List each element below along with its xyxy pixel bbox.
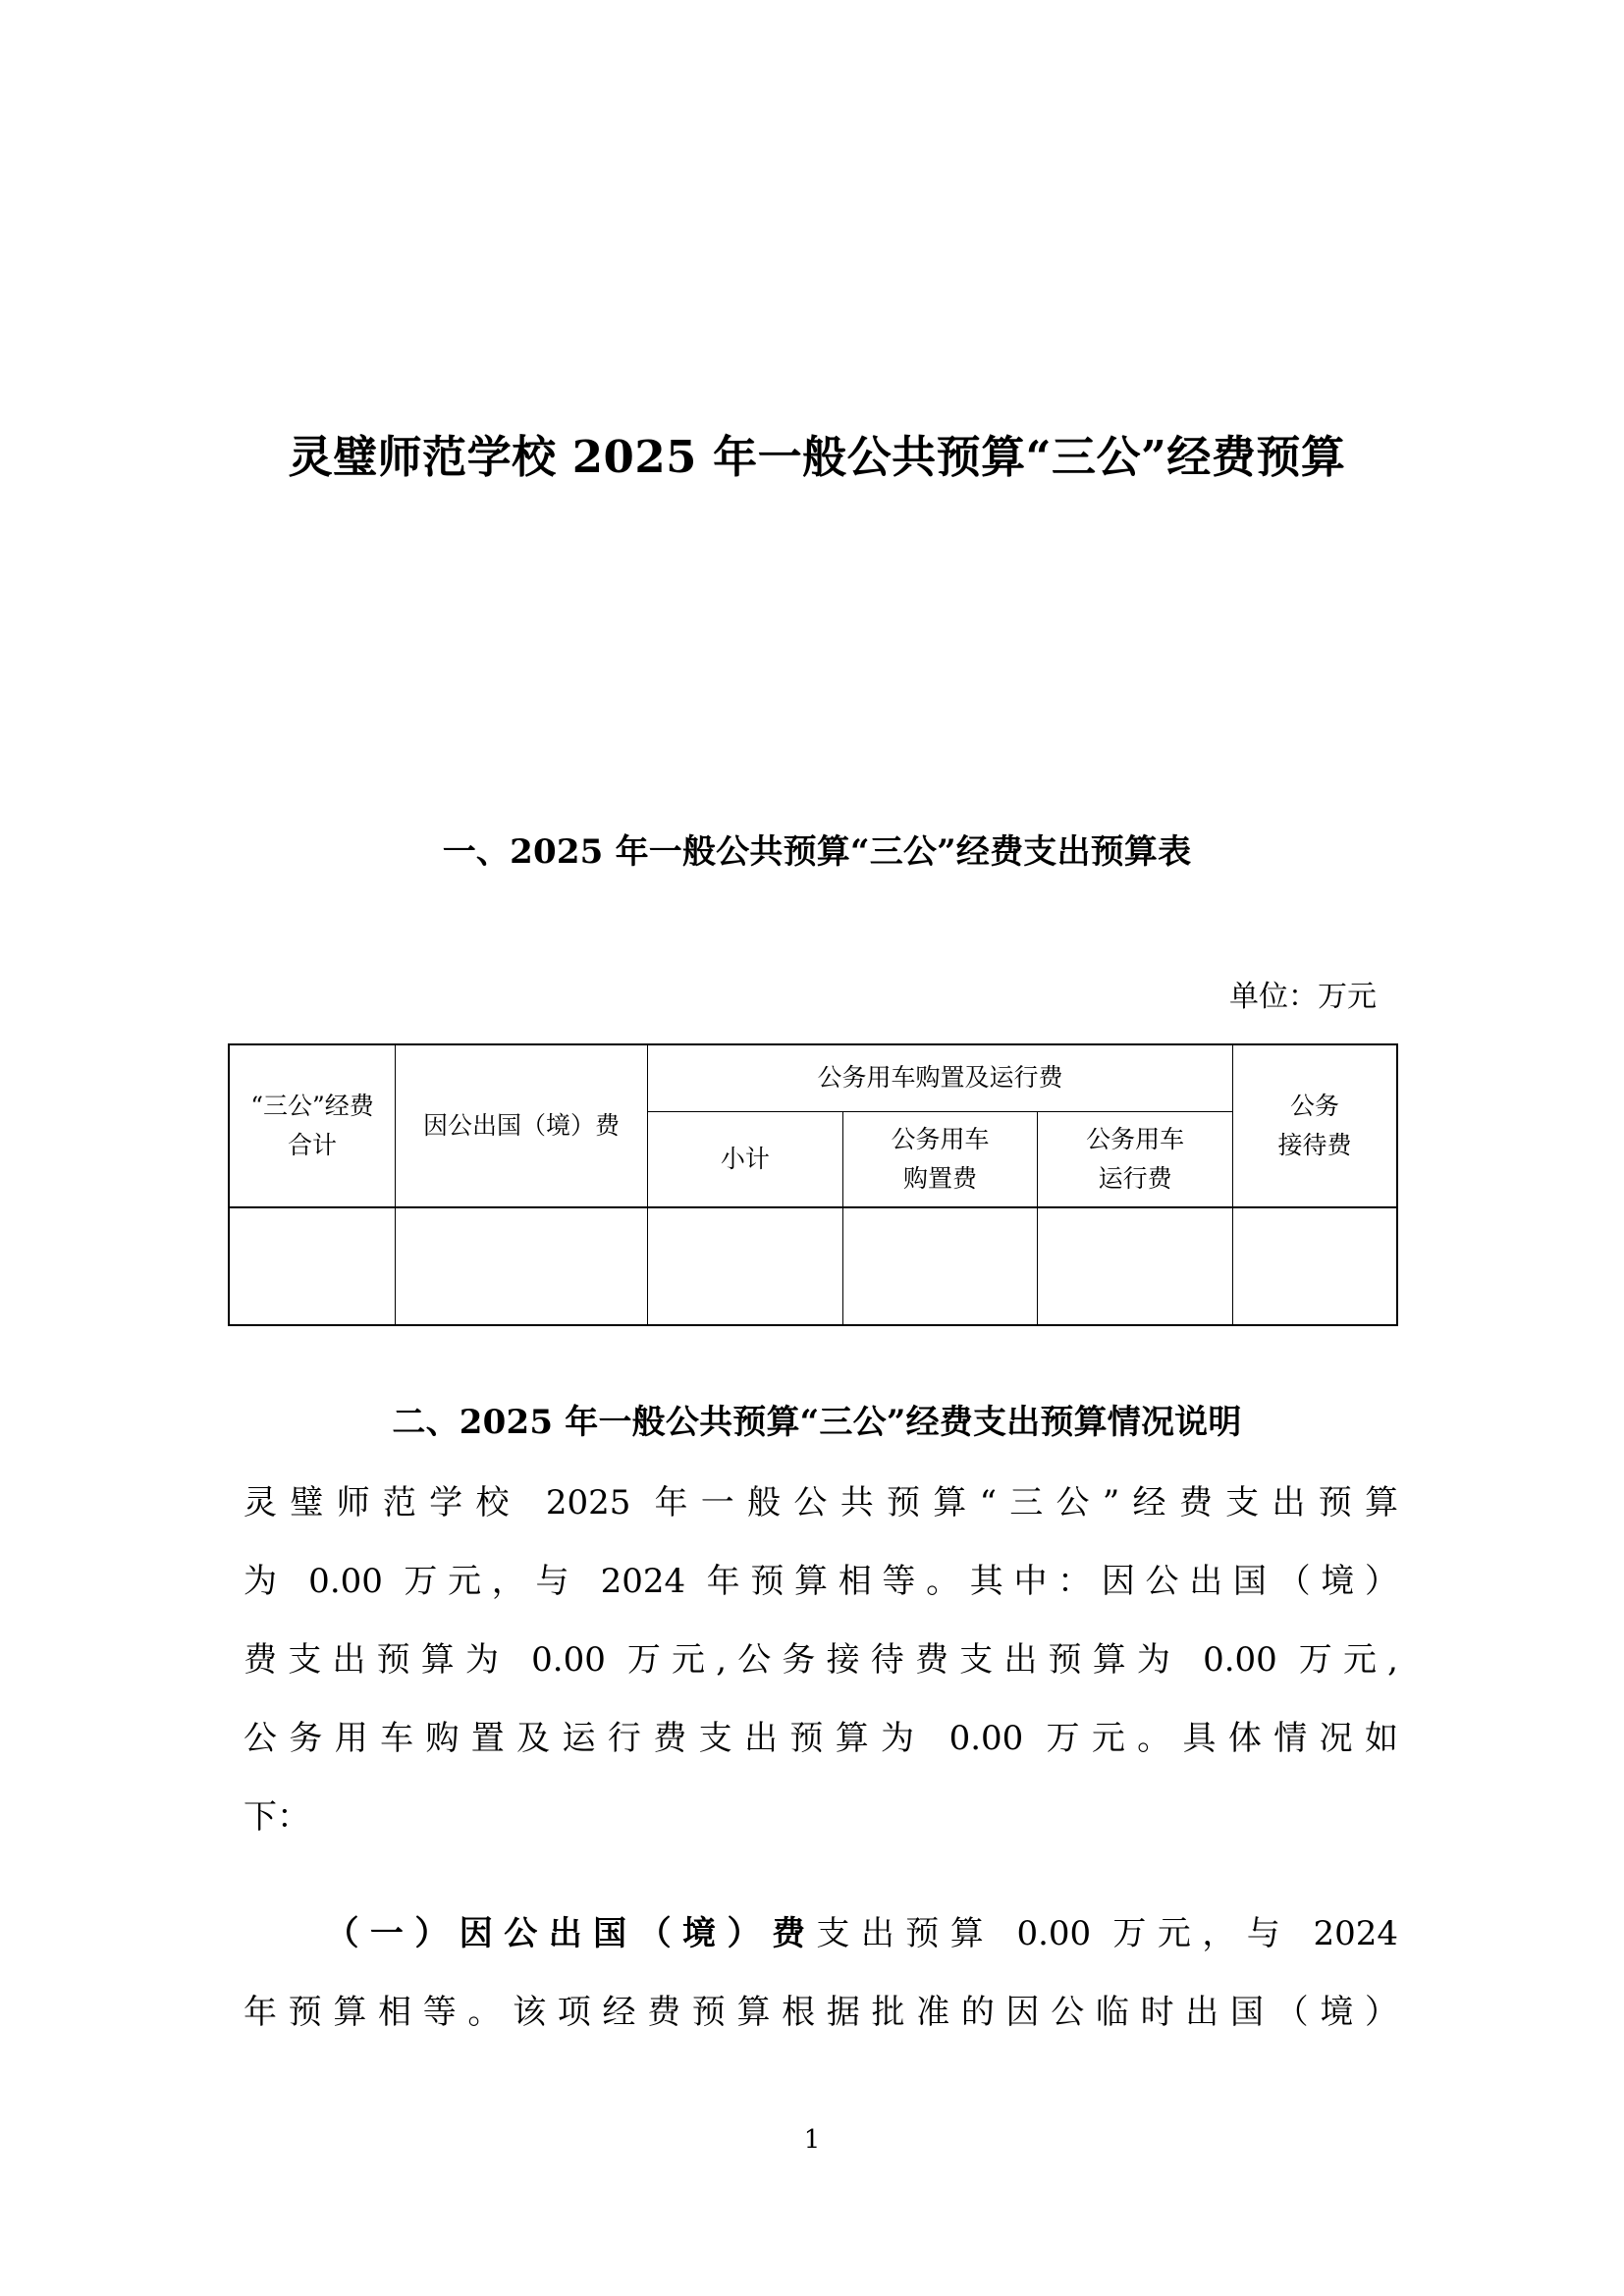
budget-table xyxy=(228,1043,1398,1326)
section-heading-one: 一、2025 年一般公共预算“三公”经费支出预算表 xyxy=(442,832,1192,872)
header-vehicle-operating-line2: 运行费 xyxy=(1098,1163,1172,1193)
paragraph-one-rest: 支出预算 0.00 万元，与 2024 xyxy=(816,1914,1399,1953)
header-vehicle-purchase-line2: 购置费 xyxy=(902,1163,977,1193)
cell-total xyxy=(229,1207,396,1325)
header-reception-line1: 公务 xyxy=(1289,1092,1339,1120)
page-title: 灵璧师范学校 2025 年一般公共预算“三公”经费预算 xyxy=(288,431,1346,483)
cell-vehicle-operating xyxy=(1038,1207,1233,1325)
page-number: 1 xyxy=(803,2125,821,2155)
paragraph-main xyxy=(244,1464,1398,1856)
header-vehicle-operating-line1: 公务用车 xyxy=(1086,1124,1185,1153)
header-cell-vehicle-group: 公务用车购置及运行费 xyxy=(648,1044,1233,1111)
header-total-line2: 合计 xyxy=(287,1131,337,1159)
header-cell-reception xyxy=(1233,1044,1398,1207)
table-unit-label: 单位：万元 xyxy=(1229,980,1377,1014)
header-reception-line2: 接待费 xyxy=(1277,1131,1352,1159)
paragraph-one-bold-prefix: （一）因公出国（境）费 xyxy=(314,1914,817,1953)
cell-reception xyxy=(1233,1207,1398,1325)
table-header-row-1 xyxy=(229,1044,1397,1111)
paragraph-one-line-2: 年预算相等。该项经费预算根据批准的因公临时出国（境） xyxy=(244,1993,1398,2032)
header-cell-total xyxy=(229,1044,396,1207)
cell-subtotal xyxy=(648,1207,843,1325)
section-heading-two: 二、2025 年一般公共预算“三公”经费支出预算情况说明 xyxy=(392,1403,1242,1442)
cell-vehicle-purchase xyxy=(842,1207,1038,1325)
paragraph-one-line-1 xyxy=(244,1895,1398,1973)
header-cell-vehicle-purchase xyxy=(842,1111,1038,1207)
paragraph-main-line-1: 灵璧师范学校 2025 年一般公共预算“三公”经费支出预算 xyxy=(244,1483,1398,1522)
paragraph-main-line-3: 费支出预算为 0.00 万元,公务接待费支出预算为 0.00 万元, xyxy=(244,1640,1398,1680)
header-cell-abroad: 因公出国（境）费 xyxy=(396,1044,648,1207)
table-row xyxy=(229,1207,1397,1325)
paragraph-main-line-4: 公务用车购置及运行费支出预算为 0.00 万元。具体情况如 xyxy=(244,1719,1398,1758)
header-cell-vehicle-operating xyxy=(1038,1111,1233,1207)
paragraph-main-line-2: 为 0.00 万元，与 2024 年预算相等。其中：因公出国（境） xyxy=(244,1562,1398,1601)
header-vehicle-purchase-line1: 公务用车 xyxy=(891,1124,990,1153)
header-total-line1: “三公”经费 xyxy=(250,1092,374,1120)
header-cell-subtotal: 小计 xyxy=(648,1111,843,1207)
paragraph-item-one xyxy=(244,1895,1398,2052)
cell-abroad xyxy=(396,1207,648,1325)
paragraph-main-line-5: 下： xyxy=(244,1797,310,1837)
